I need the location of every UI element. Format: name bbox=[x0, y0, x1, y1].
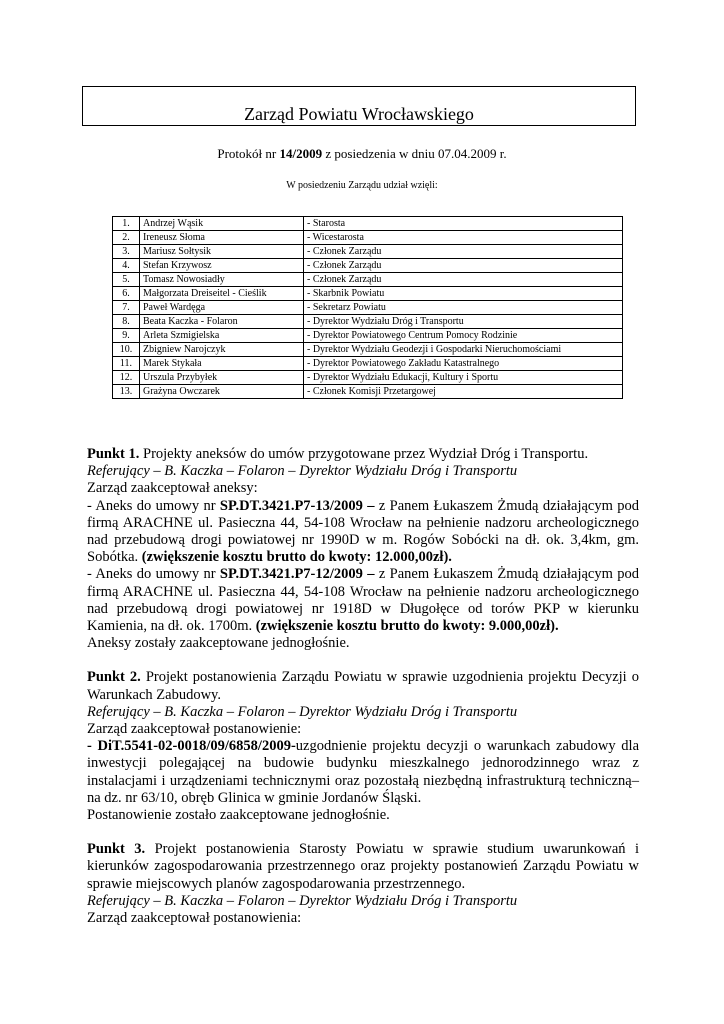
member-name: Paweł Wardęga bbox=[140, 301, 304, 315]
table-row bbox=[113, 273, 623, 287]
member-name: Marek Stykała bbox=[140, 357, 304, 371]
annex-1-prefix: - Aneks do umowy nr bbox=[87, 497, 220, 514]
member-name: Andrzej Wąsik bbox=[140, 217, 304, 231]
punkt2-referent: Referujący – B. Kaczka – Folaron – Dyrektor Wydziału Dróg i Transportu bbox=[87, 703, 518, 720]
annex-2-prefix: - Aneks do umowy nr bbox=[87, 566, 220, 583]
annex-1-cost: (zwiększenie kosztu brutto do kwoty: 12.000,00zł). bbox=[141, 549, 452, 566]
punkt1-accepted: Zarząd zaakceptował aneksy: bbox=[87, 480, 258, 497]
punkt1-result: Aneksy zostały zaakceptowane jednogłośnie. bbox=[87, 635, 350, 652]
punkt3-label: Punkt 3. bbox=[87, 841, 146, 858]
punkt3-heading bbox=[87, 841, 639, 893]
table-row bbox=[113, 245, 623, 259]
table-row bbox=[113, 287, 623, 301]
member-name: Grażyna Owczarek bbox=[140, 385, 304, 399]
paragraph-gap bbox=[87, 652, 639, 669]
member-role: - Członek Zarządu bbox=[304, 259, 623, 273]
member-number: 9. bbox=[113, 329, 140, 343]
member-name: Arleta Szmigielska bbox=[140, 329, 304, 343]
member-role: - Dyrektor Wydziału Geodezji i Gospodarki Nieruchomościami bbox=[304, 343, 623, 357]
protocol-body bbox=[87, 446, 639, 927]
member-name: Ireneusz Słoma bbox=[140, 231, 304, 245]
punkt1-annex-2 bbox=[87, 566, 639, 635]
punkt1-referent: Referujący – B. Kaczka – Folaron – Dyrektor Wydziału Dróg i Transportu bbox=[87, 463, 518, 480]
decision-text: uzgodnienie projektu decyzji o warunkach zabudowy dla inwestycji polegającej na budowie budynku mieszkalnego jednorodzinnego wraz z instalacjami i urządzeniami technicznymi oraz pozostałą niezbędną infrastrukturą techniczną– na dz. nr 63/10, obręb Glinica w gminie Jordanów Śląski. bbox=[87, 738, 640, 806]
member-number: 1. bbox=[113, 217, 140, 231]
document-title-box bbox=[82, 86, 636, 126]
table-row bbox=[113, 259, 623, 273]
table-row bbox=[113, 385, 623, 399]
member-role: - Skarbnik Powiatu bbox=[304, 287, 623, 301]
punkt2-text: Projekt postanowienia Zarządu Powiatu w sprawie uzgodnienia projektu Decyzji o Warunkach Zabudowy. bbox=[87, 669, 639, 703]
member-number: 6. bbox=[113, 287, 140, 301]
annex-2-text: z Panem Łukaszem Żmudą działającym pod firmą ARACHNE ul. Pasieczna 44, 54-108 Wrocław na pełnienie nadzoru archeologicznego nad przebudową drogi powiatowej nr 1918D w Długołęce od torów PKP w kierunku Kamienia, na dł. ok. 1700m. bbox=[87, 566, 639, 635]
table-row bbox=[113, 343, 623, 357]
annex-1-number: SP.DT.3421.P7-13/2009 – bbox=[219, 497, 375, 514]
protokol-number: 14/2009 bbox=[279, 146, 323, 161]
punkt3-accepted: Zarząd zaakceptował postanowienia: bbox=[87, 910, 302, 927]
table-row bbox=[113, 301, 623, 315]
annex-1-text: z Panem Łukaszem Żmudą działającym pod firmą ARACHNE ul. Pasieczna 44, 54-108 Wrocław na pełnienie nadzoru archeologicznego nad przebudową drogi powiatowej nr 1990D w m. Rogów Sobócki na dł. ok. 3,4km, gm. Sobótka. bbox=[87, 497, 639, 566]
member-name: Mariusz Sołtysik bbox=[140, 245, 304, 259]
punkt1-text: Projekty aneksów do umów przygotowane przez Wydział Dróg i Transportu. bbox=[139, 446, 589, 462]
member-number: 7. bbox=[113, 301, 140, 315]
punkt2-heading bbox=[87, 669, 639, 703]
member-name: Urszula Przybyłek bbox=[140, 371, 304, 385]
punkt2-result: Postanowienie zostało zaakceptowane jednogłośnie. bbox=[87, 807, 390, 824]
attendance-intro: W posiedzeniu Zarządu udział wzięli: bbox=[286, 180, 438, 191]
annex-2-number: SP.DT.3421.P7-12/2009 – bbox=[219, 566, 375, 583]
table-row bbox=[113, 315, 623, 329]
annex-2-cost: (zwiększenie kosztu brutto do kwoty: 9.000,00zł). bbox=[255, 618, 559, 635]
protokol-line bbox=[0, 146, 724, 162]
paragraph-gap bbox=[87, 824, 639, 841]
punkt2-accepted: Zarząd zaakceptował postanowienie: bbox=[87, 721, 302, 738]
member-role: - Dyrektor Wydziału Edukacji, Kultury i Sportu bbox=[304, 371, 623, 385]
punkt2-decision bbox=[87, 738, 639, 807]
member-role: - Dyrektor Wydziału Dróg i Transportu bbox=[304, 315, 623, 329]
table-row bbox=[113, 371, 623, 385]
member-number: 13. bbox=[113, 385, 140, 399]
table-row bbox=[113, 217, 623, 231]
member-role: - Sekretarz Powiatu bbox=[304, 301, 623, 315]
member-role: - Członek Zarządu bbox=[304, 245, 623, 259]
member-number: 2. bbox=[113, 231, 140, 245]
protokol-suffix: z posiedzenia w dniu 07.04.2009 r. bbox=[322, 146, 507, 161]
member-role: - Dyrektor Powiatowego Centrum Pomocy Rodzinie bbox=[304, 329, 623, 343]
member-name: Zbigniew Narojczyk bbox=[140, 343, 304, 357]
member-role: - Starosta bbox=[304, 217, 623, 231]
member-number: 11. bbox=[113, 357, 140, 371]
punkt1-annex-1 bbox=[87, 498, 639, 567]
table-row bbox=[113, 357, 623, 371]
punkt3-text: Projekt postanowienia Starosty Powiatu w sprawie studium uwarunkowań i kierunków zagospodarowania przestrzennego oraz projekty postanowień Zarządu Powiatu w sprawie miejscowych planów zagospodarowania przestrzennego. bbox=[87, 841, 639, 892]
member-number: 10. bbox=[113, 343, 140, 357]
member-number: 4. bbox=[113, 259, 140, 273]
protokol-prefix: Protokół nr bbox=[217, 146, 280, 161]
member-number: 3. bbox=[113, 245, 140, 259]
member-role: - Wicestarosta bbox=[304, 231, 623, 245]
member-number: 5. bbox=[113, 273, 140, 287]
punkt3-referent: Referujący – B. Kaczka – Folaron – Dyrektor Wydziału Dróg i Transportu bbox=[87, 892, 518, 909]
table-row bbox=[113, 231, 623, 245]
punkt1-heading bbox=[87, 446, 639, 463]
member-name: Tomasz Nowosiadły bbox=[140, 273, 304, 287]
table-row bbox=[113, 329, 623, 343]
member-name: Stefan Krzywosz bbox=[140, 259, 304, 273]
member-number: 8. bbox=[113, 315, 140, 329]
member-role: - Członek Zarządu bbox=[304, 273, 623, 287]
member-role: - Dyrektor Powiatowego Zakładu Katastralnego bbox=[304, 357, 623, 371]
member-role: - Członek Komisji Przetargowej bbox=[304, 385, 623, 399]
member-name: Małgorzata Dreiseitel - Cieślik bbox=[140, 287, 304, 301]
decision-number: - DiT.5541-02-0018/09/6858/2009- bbox=[87, 738, 296, 755]
punkt2-label: Punkt 2. bbox=[87, 669, 141, 686]
member-name: Beata Kaczka - Folaron bbox=[140, 315, 304, 329]
document-title: Zarząd Powiatu Wrocławskiego bbox=[244, 103, 474, 124]
members-table bbox=[112, 216, 623, 399]
member-number: 12. bbox=[113, 371, 140, 385]
punkt1-label: Punkt 1. bbox=[87, 446, 140, 462]
